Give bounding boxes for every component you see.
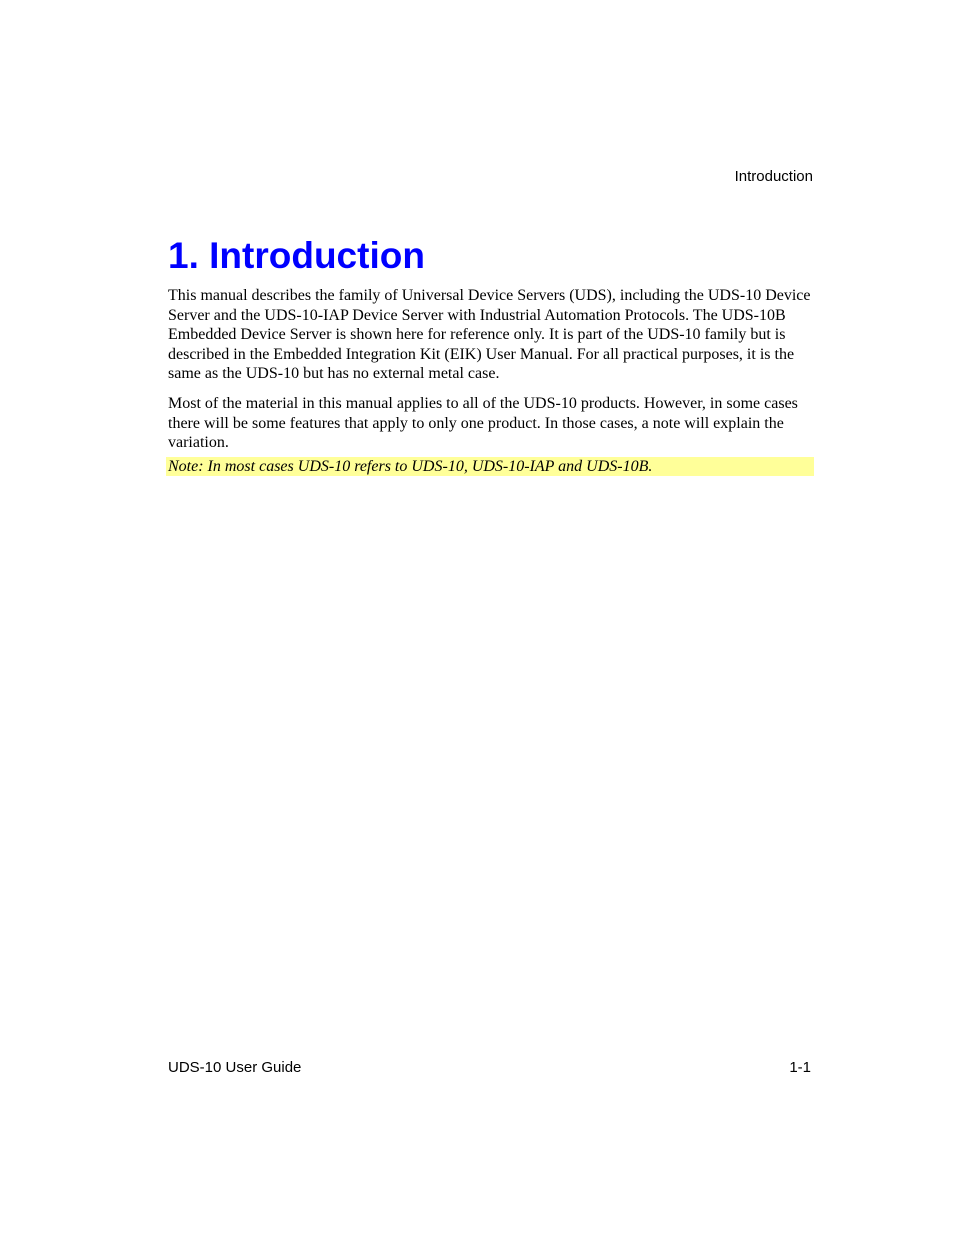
footer-page-number: 1-1 xyxy=(789,1059,811,1076)
highlighted-note: Note: In most cases UDS-10 refers to UDS-10, UDS-10-IAP and UDS-10B. xyxy=(166,457,814,476)
scope-paragraph: Most of the material in this manual applies to all of the UDS-10 products. However, in some cases there will be some features that apply to only one product. In those cases, a note will explain the variation. xyxy=(168,395,798,452)
footer-document-title: UDS-10 User Guide xyxy=(168,1059,302,1076)
chapter-title: 1. Introduction xyxy=(168,235,425,276)
running-header: Introduction xyxy=(734,168,813,185)
intro-paragraph: This manual describes the family of Universal Device Servers (UDS), including the UDS-10 Device Server and the UDS-10-IAP Device Server with Industrial Automation Protocols. The UDS-10B Embedded Device Server is shown here for reference only. It is part of the UDS-10 family but is described in the Embedded Integration Kit (EIK) User Manual. For all practical purposes, it is the same as the UDS-10 but has no external metal case. xyxy=(168,287,811,383)
